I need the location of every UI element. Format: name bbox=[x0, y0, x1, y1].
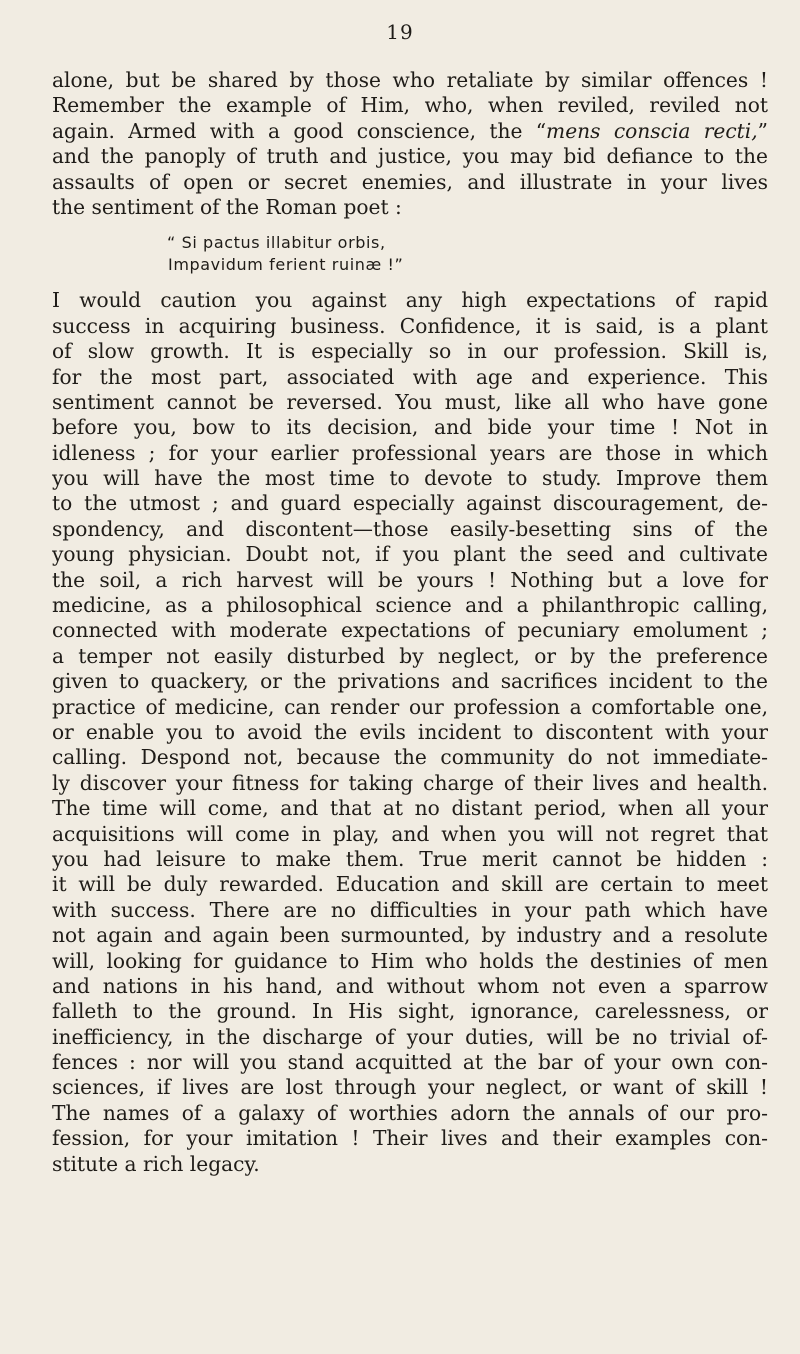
text-segment: again. Armed with a good conscience, the “ bbox=[52, 118, 547, 143]
text-line: spondency, and discontent—those easily-besetting sins of the bbox=[52, 516, 768, 541]
text-line: you will have the most time to devote to study. Improve them bbox=[52, 466, 768, 491]
paragraph-2 bbox=[52, 288, 768, 1177]
text-line: calling. Despond not, because the community do not immediate- bbox=[52, 745, 768, 770]
text-line: or enable you to avoid the evils incident to discontent with your bbox=[52, 719, 768, 744]
text-line: and nations in his hand, and without whom not even a sparrow bbox=[52, 973, 768, 998]
text-line: a temper not easily disturbed by neglect, or by the preference bbox=[52, 643, 768, 668]
text-line: will, looking for guidance to Him who holds the destinies of men bbox=[52, 948, 768, 973]
text-line: inefficiency, in the discharge of your duties, will be no trivial of- bbox=[52, 1024, 768, 1049]
text-segment: ” bbox=[757, 118, 768, 143]
text-line: sciences, if lives are lost through your neglect, or want of skill ! bbox=[52, 1075, 768, 1100]
text-line: given to quackery, or the privations and sacrifices incident to the bbox=[52, 669, 768, 694]
text-line: young physician. Doubt not, if you plant the seed and cultivate bbox=[52, 542, 768, 567]
text-line: acquisitions will come in play, and when you will not regret that bbox=[52, 821, 768, 846]
text-line: practice of medicine, can render our profession a comfortable one, bbox=[52, 694, 768, 719]
text-line: for the most part, associated with age and experience. This bbox=[52, 364, 768, 389]
text-line: I would caution you against any high expectations of rapid bbox=[52, 288, 768, 313]
text-line: success in acquiring business. Confidence, it is said, is a plant bbox=[52, 313, 768, 338]
text-line: the soil, a rich harvest will be yours ! Nothing but a love for bbox=[52, 567, 768, 592]
text-line: idleness ; for your earlier professional years are those in which bbox=[52, 440, 768, 465]
text-line: with success. There are no difficulties in your path which have bbox=[52, 897, 768, 922]
text-line: ly discover your fitness for taking charge of their lives and health. bbox=[52, 770, 768, 795]
paragraph-1 bbox=[52, 68, 768, 220]
text-line: falleth to the ground. In His sight, ignorance, carelessness, or bbox=[52, 999, 768, 1024]
text-line: of slow growth. It is especially so in our profession. Skill is, bbox=[52, 339, 768, 364]
text-line: not again and again been surmounted, by industry and a resolute bbox=[52, 923, 768, 948]
text-line: medicine, as a philosophical science and a philanthropic calling, bbox=[52, 593, 768, 618]
quote-line: “ Si pactus illabitur orbis, bbox=[167, 233, 386, 253]
text-line: before you, bow to its decision, and bide your time ! Not in bbox=[52, 415, 768, 440]
text-line: stitute a rich legacy. bbox=[52, 1151, 260, 1176]
text-line: and the panoply of truth and justice, you may bid defiance to the bbox=[52, 144, 768, 169]
page-body bbox=[52, 68, 768, 1177]
latin-quotation bbox=[167, 232, 768, 276]
text-line: The names of a galaxy of worthies adorn the annals of our pro- bbox=[52, 1100, 768, 1125]
text-line: fession, for your imitation ! Their lives and their examples con- bbox=[52, 1126, 768, 1151]
quote-line: Impavidum ferient ruinæ !” bbox=[168, 255, 404, 275]
text-line bbox=[52, 119, 768, 144]
text-line: fences : nor will you stand acquitted at the bar of your own con- bbox=[52, 1050, 768, 1075]
page-number: 19 bbox=[386, 20, 414, 44]
text-line: it will be duly rewarded. Education and skill are certain to meet bbox=[52, 872, 768, 897]
latin-phrase: mens conscia recti, bbox=[546, 118, 758, 143]
text-line: The time will come, and that at no distant period, when all your bbox=[52, 796, 768, 821]
text-line: sentiment cannot be reversed. You must, like all who have gone bbox=[52, 389, 768, 414]
text-line: to the utmost ; and guard especially against discouragement, de- bbox=[52, 491, 768, 516]
text-line: you had leisure to make them. True merit cannot be hidden : bbox=[52, 846, 768, 871]
text-line: alone, but be shared by those who retaliate by similar offences ! bbox=[52, 68, 768, 92]
text-line: assaults of open or secret enemies, and illustrate in your lives bbox=[52, 169, 768, 194]
text-line: Remember the example of Him, who, when reviled, reviled not bbox=[52, 93, 768, 118]
text-line: connected with moderate expectations of pecuniary emolument ; bbox=[52, 618, 768, 643]
text-line: the sentiment of the Roman poet : bbox=[52, 194, 402, 219]
